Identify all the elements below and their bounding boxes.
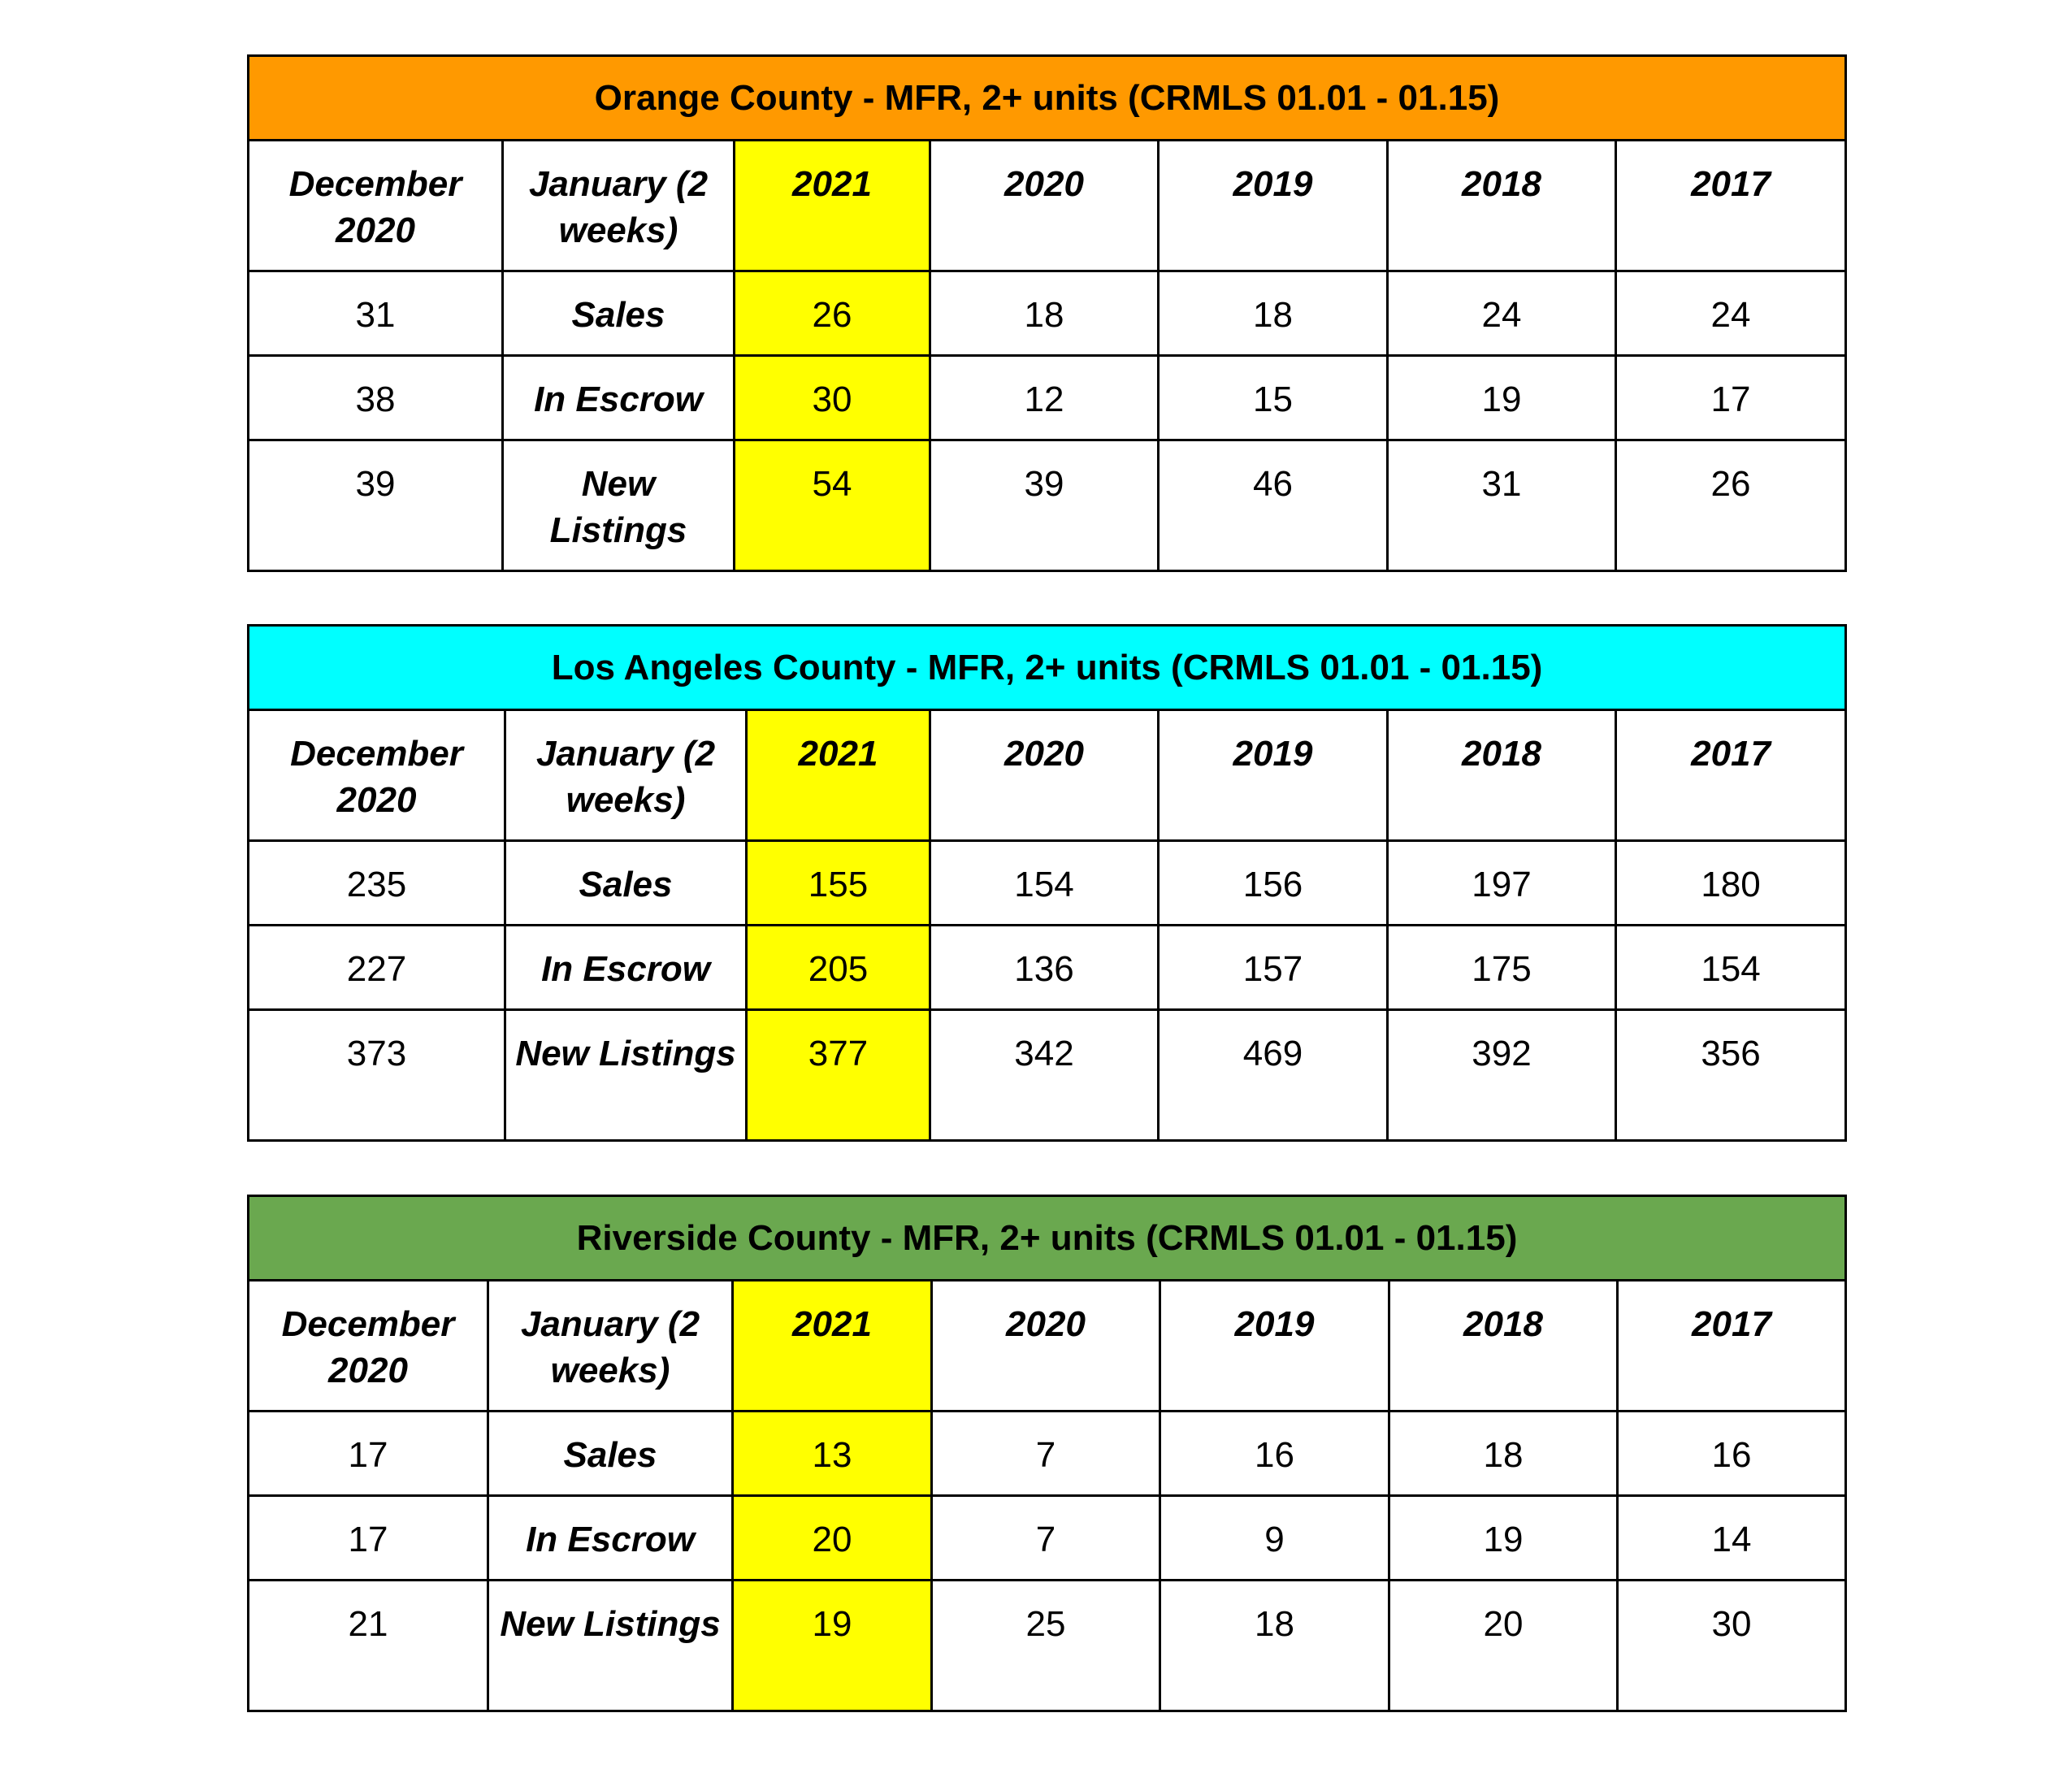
row-label: In Escrow: [503, 356, 735, 440]
row-label: Sales: [505, 841, 747, 926]
cell-year-2021: 13: [733, 1412, 932, 1496]
row-label: New Listings: [488, 1581, 733, 1711]
cell-year-2020: 12: [930, 356, 1159, 440]
header-january-2-weeks: January (2 weeks): [503, 141, 735, 271]
table-row: [249, 1412, 1846, 1496]
table-row: [249, 1581, 1846, 1711]
cell-year-2019: 469: [1159, 1010, 1388, 1141]
cell-year-2017: 26: [1616, 440, 1846, 571]
cell-year-2021: 155: [747, 841, 930, 926]
cell-year-2020: 342: [930, 1010, 1159, 1141]
table-row: [249, 926, 1846, 1010]
cell-year-2019: 18: [1159, 271, 1388, 356]
header-year-2021: 2021: [735, 141, 930, 271]
cell-year-2019: 15: [1159, 356, 1388, 440]
header-year-2021: 2021: [733, 1281, 932, 1412]
market-table: [247, 624, 1847, 1142]
cell-year-2017: 16: [1618, 1412, 1846, 1496]
cell-year-2021: 54: [735, 440, 930, 571]
cell-year-2018: 31: [1388, 440, 1616, 571]
cell-year-2018: 175: [1388, 926, 1616, 1010]
cell-december-value: 21: [249, 1581, 488, 1711]
header-december-2020: December 2020: [249, 1281, 488, 1412]
header-year-2018: 2018: [1389, 1281, 1618, 1412]
cell-year-2020: 18: [930, 271, 1159, 356]
cell-december-value: 17: [249, 1496, 488, 1581]
cell-december-value: 235: [249, 841, 505, 926]
cell-year-2017: 24: [1616, 271, 1846, 356]
header-year-2017: 2017: [1616, 141, 1846, 271]
header-year-2017: 2017: [1616, 710, 1846, 841]
row-label: Sales: [503, 271, 735, 356]
cell-year-2019: 18: [1160, 1581, 1389, 1711]
cell-december-value: 39: [249, 440, 503, 571]
cell-year-2018: 20: [1389, 1581, 1618, 1711]
row-label: In Escrow: [488, 1496, 733, 1581]
cell-year-2017: 154: [1616, 926, 1846, 1010]
header-january-2-weeks: January (2 weeks): [488, 1281, 733, 1412]
header-january-2-weeks: January (2 weeks): [505, 710, 747, 841]
table-row: [249, 1496, 1846, 1581]
cell-year-2020: 7: [932, 1496, 1160, 1581]
row-label: New Listings: [505, 1010, 747, 1141]
cell-year-2020: 39: [930, 440, 1159, 571]
cell-year-2021: 377: [747, 1010, 930, 1141]
cell-year-2019: 157: [1159, 926, 1388, 1010]
header-year-2018: 2018: [1388, 710, 1616, 841]
cell-year-2020: 136: [930, 926, 1159, 1010]
table-row: [249, 1010, 1846, 1141]
cell-year-2018: 392: [1388, 1010, 1616, 1141]
cell-year-2017: 14: [1618, 1496, 1846, 1581]
cell-year-2017: 17: [1616, 356, 1846, 440]
table-title: Los Angeles County - MFR, 2+ units (CRMLS 01.01 - 01.15): [249, 626, 1846, 710]
row-label: Sales: [488, 1412, 733, 1496]
cell-year-2018: 18: [1389, 1412, 1618, 1496]
market-table: [247, 54, 1847, 572]
header-year-2019: 2019: [1159, 710, 1388, 841]
cell-year-2021: 205: [747, 926, 930, 1010]
cell-year-2020: 154: [930, 841, 1159, 926]
cell-year-2019: 156: [1159, 841, 1388, 926]
cell-year-2021: 26: [735, 271, 930, 356]
cell-year-2021: 19: [733, 1581, 932, 1711]
table-title: Riverside County - MFR, 2+ units (CRMLS 01.01 - 01.15): [249, 1196, 1846, 1281]
cell-december-value: 227: [249, 926, 505, 1010]
cell-year-2019: 46: [1159, 440, 1388, 571]
header-year-2017: 2017: [1618, 1281, 1846, 1412]
cell-december-value: 373: [249, 1010, 505, 1141]
header-year-2020: 2020: [932, 1281, 1160, 1412]
cell-year-2019: 9: [1160, 1496, 1389, 1581]
cell-year-2017: 356: [1616, 1010, 1846, 1141]
cell-december-value: 31: [249, 271, 503, 356]
cell-december-value: 17: [249, 1412, 488, 1496]
header-year-2019: 2019: [1160, 1281, 1389, 1412]
cell-year-2021: 20: [733, 1496, 932, 1581]
cell-year-2017: 30: [1618, 1581, 1846, 1711]
cell-december-value: 38: [249, 356, 503, 440]
market-table: [247, 1195, 1847, 1712]
table-title: Orange County - MFR, 2+ units (CRMLS 01.01 - 01.15): [249, 56, 1846, 141]
header-year-2018: 2018: [1388, 141, 1616, 271]
cell-year-2018: 197: [1388, 841, 1616, 926]
row-label: In Escrow: [505, 926, 747, 1010]
table-row: [249, 271, 1846, 356]
header-year-2019: 2019: [1159, 141, 1388, 271]
header-december-2020: December 2020: [249, 710, 505, 841]
cell-year-2018: 24: [1388, 271, 1616, 356]
header-year-2020: 2020: [930, 710, 1159, 841]
row-label: New Listings: [503, 440, 735, 571]
table-row: [249, 356, 1846, 440]
header-year-2021: 2021: [747, 710, 930, 841]
table-row: [249, 841, 1846, 926]
cell-year-2019: 16: [1160, 1412, 1389, 1496]
cell-year-2020: 25: [932, 1581, 1160, 1711]
table-row: [249, 440, 1846, 571]
header-december-2020: December 2020: [249, 141, 503, 271]
cell-year-2018: 19: [1388, 356, 1616, 440]
cell-year-2021: 30: [735, 356, 930, 440]
header-year-2020: 2020: [930, 141, 1159, 271]
cell-year-2020: 7: [932, 1412, 1160, 1496]
cell-year-2017: 180: [1616, 841, 1846, 926]
cell-year-2018: 19: [1389, 1496, 1618, 1581]
